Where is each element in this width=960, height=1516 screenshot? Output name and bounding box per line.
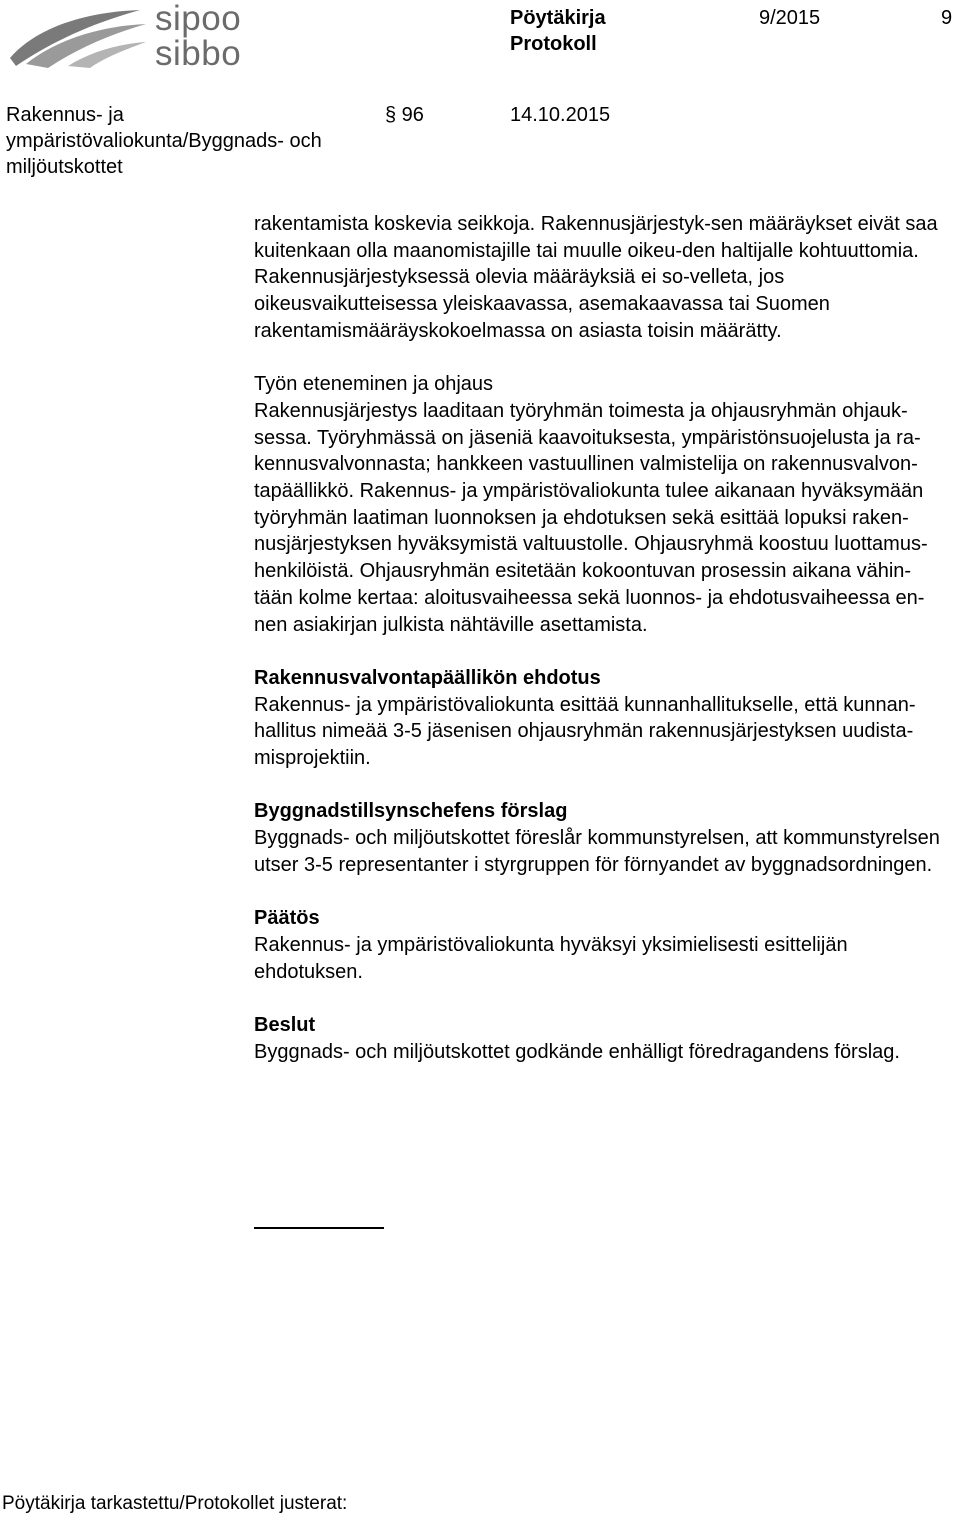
proposal-sv-heading: Byggnadstillsynschefens förslag: [254, 800, 568, 823]
doc-type-fi: Pöytäkirja: [510, 7, 606, 29]
sipoo-sibbo-logo: [8, 0, 268, 73]
decision-fi-section: [254, 905, 944, 985]
decision-sv-text: Byggnads- och miljöutskottet godkände enhälligt föredragandens förslag.: [254, 1040, 900, 1063]
doc-number: 9/2015: [759, 7, 821, 29]
committee-line-3: miljöutskottet: [6, 156, 123, 178]
doc-type: [510, 5, 606, 57]
proposal-fi-section: [254, 665, 944, 772]
proposal-fi-text: Rakennus- ja ympäristövaliokunta esittää kunnanhallitukselle, että kunnan-hallitus nimeää 3-5 jäsenisen ohjausryhmän rakennusjärjestyksen uudista-misprojektiin.: [254, 693, 916, 770]
decision-sv-heading: Beslut: [254, 1014, 316, 1037]
progress-section: [254, 371, 944, 638]
signature-divider: [254, 1227, 384, 1229]
meeting-date: 14.10.2015: [510, 104, 611, 126]
page-number: 9: [941, 7, 953, 29]
decision-fi-heading: Päätös: [254, 907, 320, 930]
logo-swoosh-icon: [8, 6, 148, 68]
committee-line-1: Rakennus- ja: [6, 104, 124, 126]
progress-text: Rakennusjärjestys laaditaan työryhmän toimesta ja ohjausryhmän ohjauk-sessa. Työryhmässä on jäseniä kaavoituksesta, ympäristönsuojelusta ja ra-kennusvalvonnasta; hankkeen vastuullinen valmistelija on rakennusvalvon-tapäällikkö. Rakennus- ja ympäristövaliokunta tulee aikanaan hyväksymään työryhmän laatiman luonnoksen ja ehdotuksen sekä esittää lopuksi raken-nusjärjestyksen hyväksymistä valtuustolle. Ohjausryhmä koostuu luottamus-henkilöistä. Ohjausryhmän esitetään kokoontuvan prosessin aikana vähin-tään kolme kertaa: aloitusvaiheessa sekä luonnos- ja ehdotusvaiheessa en-nen asiakirjan julkista nähtäville asettamista.: [254, 399, 928, 636]
doc-type-sv: Protokoll: [510, 33, 597, 55]
document-body: [254, 211, 944, 1065]
proposal-fi-heading: Rakennusvalvontapäällikön ehdotus: [254, 666, 601, 689]
logo-line-sipoo: sipoo: [155, 0, 242, 38]
committee-line-2: ympäristövaliokunta/Byggnads- och: [6, 130, 322, 152]
section-number: § 96: [385, 104, 424, 126]
logo-wordmark: [155, 1, 241, 71]
decision-fi-text: Rakennus- ja ympäristövaliokunta hyväksyi yksimielisesti esittelijän ehdotuksen.: [254, 933, 848, 983]
intro-paragraph: rakentamista koskevia seikkoja. Rakennusjärjestyk-sen määräykset eivät saa kuitenkaan olla maanomistajille tai muulle oikeu-den haltijalle kohtuuttomia. Rakennusjärjestyksessä olevia määräyksiä ei so-velleta, jos oikeusvaikutteisessa yleiskaavassa, asemakaavassa tai Suomen rakentamismääräyskokoelmassa on asiasta toisin määrätty.: [254, 213, 938, 342]
proposal-sv-text: Byggnads- och miljöutskottet föreslår kommunstyrelsen, att kommunstyrelsen utser 3-5 representanter i styrgruppen för förnyandet av byggnadsordningen.: [254, 827, 940, 876]
footer-review-note: Pöytäkirja tarkastettu/Protokollet justerat:: [2, 1493, 348, 1514]
logo-line-sibbo: sibbo: [155, 34, 242, 73]
decision-sv-section: [254, 1012, 944, 1065]
proposal-sv-section: [254, 798, 944, 878]
committee-name: [6, 102, 386, 180]
progress-heading: Työn eteneminen ja ohjaus: [254, 373, 494, 396]
